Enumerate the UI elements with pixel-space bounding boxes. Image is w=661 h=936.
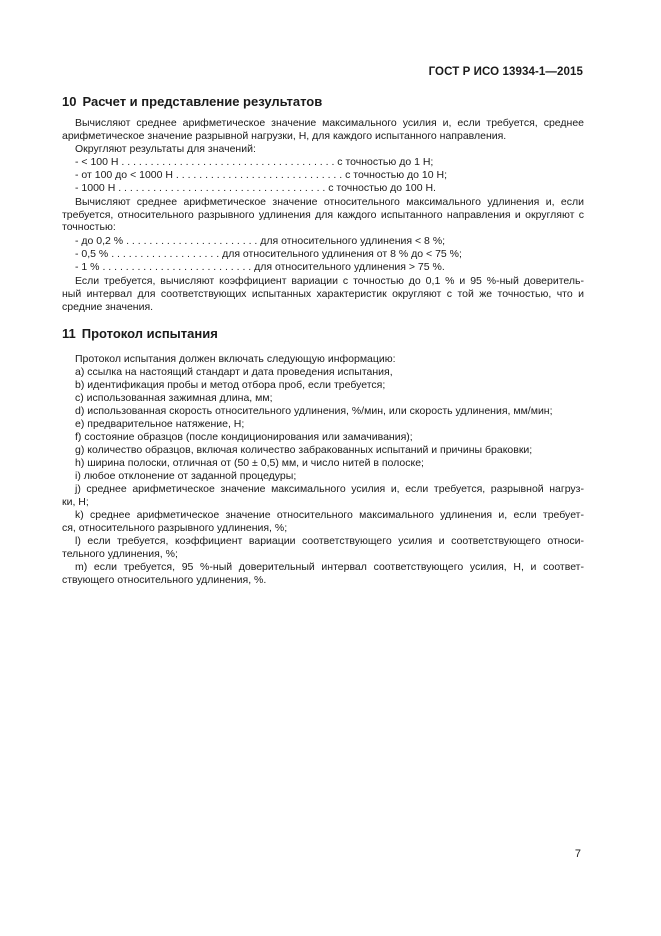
list-item: b) идентификация пробы и метод отбора проб, если требуется; <box>75 379 386 391</box>
list-item: a) ссылка на настоящий стандарт и дата проведения испытания, <box>75 366 393 378</box>
list-item-continuation: ствующего относительного удлинения, %. <box>62 574 267 586</box>
item-label: - 0,5 % <box>75 248 109 260</box>
list-item: f) состояние образцов (после кондиционирования или замачивания); <box>75 431 413 443</box>
item-value: с точностью до 1 Н; <box>337 156 434 168</box>
page-number: 7 <box>574 848 581 860</box>
item-value: для относительного удлинения > 75 %. <box>254 261 445 273</box>
section-number: 11 <box>62 326 76 341</box>
dot-leader: . . . . . . . . . . . . . . . . . . . <box>111 248 220 260</box>
list-item: m) если требуется, 95 %-ный доверительный интервал соответствующего усилия, Н, и соответ- <box>75 561 584 573</box>
list-item: k) среднее арифметическое значение относительного максимального удлинения и, если требует- <box>75 509 584 521</box>
list-item: c) использованная зажимная длина, мм; <box>75 392 273 404</box>
list-item: e) предварительное натяжение, Н; <box>75 418 245 430</box>
dot-leader: . . . . . . . . . . . . . . . . . . . . . . . . . . . . . <box>175 169 343 181</box>
paragraph-line: точностью: <box>62 221 116 233</box>
document-header: ГОСТ Р ИСО 13934-1—2015 <box>428 66 583 78</box>
list-item <box>75 156 433 169</box>
section-11-heading <box>62 326 218 341</box>
list-item: j) среднее арифметическое значение максимального усилия и, если требуется, разрывной нагруз- <box>75 483 584 495</box>
list-item-continuation: тельного удлинения, %; <box>62 548 178 560</box>
item-label: - 1000 Н <box>75 182 116 194</box>
section-title: Расчет и представление результатов <box>82 94 323 109</box>
dot-leader: . . . . . . . . . . . . . . . . . . . . . . . <box>126 235 258 247</box>
list-item: g) количество образцов, включая количество забракованных испытаний и причины браковки; <box>75 444 533 456</box>
list-item-continuation: ся, относительного разрывного удлинения, %; <box>62 522 288 534</box>
item-value: с точностью до 10 Н; <box>345 169 448 181</box>
dot-leader: . . . . . . . . . . . . . . . . . . . . . . . . . . . . . . . . . . . . <box>118 182 326 194</box>
item-value: для относительного удлинения от 8 % до < 75 %; <box>222 248 462 260</box>
dot-leader: . . . . . . . . . . . . . . . . . . . . . . . . . . . . . . . . . . . . . <box>121 156 335 168</box>
paragraph-line: Вычисляют среднее арифметическое значение максимального усилия и, если требуется, среднее <box>75 117 584 129</box>
item-label: - < 100 Н <box>75 156 119 168</box>
paragraph-line: Протокол испытания должен включать следующую информацию: <box>75 353 396 365</box>
paragraph-line: Если требуется, вычисляют коэффициент вариации с точностью до 0,1 % и 95 %-ный доверитель- <box>75 275 584 287</box>
item-value: с точностью до 100 Н. <box>328 182 436 194</box>
paragraph-line: Вычисляют среднее арифметическое значение относительного максимального удлинения и, если <box>75 196 584 208</box>
paragraph-line: ный интервал для соответствующих испытанных характеристик округляют с той же точностью, что и <box>62 288 584 300</box>
list-item: l) если требуется, коэффициент вариации соответствующего усилия и соответствующего относи- <box>75 535 584 547</box>
list-item <box>75 182 436 195</box>
dot-leader: . . . . . . . . . . . . . . . . . . . . . . . . . . <box>102 261 252 273</box>
list-item <box>75 169 447 182</box>
item-label: - от 100 до < 1000 Н <box>75 169 173 181</box>
list-item-continuation: ки, Н; <box>62 496 89 508</box>
list-item <box>75 261 445 274</box>
paragraph-line: требуется, относительного разрывного удлинения для каждого испытанного направления и округляют с <box>62 209 584 221</box>
paragraph-line: Округляют результаты для значений: <box>75 143 256 155</box>
item-label: - 1 % <box>75 261 100 273</box>
section-10-heading <box>62 94 322 109</box>
item-value: для относительного удлинения < 8 %; <box>260 235 446 247</box>
item-label: - до 0,2 % <box>75 235 124 247</box>
list-item: i) любое отклонение от заданной процедуры; <box>75 470 297 482</box>
section-number: 10 <box>62 94 77 109</box>
paragraph-line: арифметическое значение разрывной нагрузки, Н, для каждого испытанного направления. <box>62 130 507 142</box>
list-item: h) ширина полоски, отличная от (50 ± 0,5) мм, и число нитей в полоске; <box>75 457 424 469</box>
section-title: Протокол испытания <box>81 326 218 341</box>
list-item <box>75 235 445 248</box>
list-item: d) использованная скорость относительного удлинения, %/мин, или скорость удлинения, мм/мин; <box>75 405 553 417</box>
paragraph-line: средние значения. <box>62 301 154 313</box>
list-item <box>75 248 462 261</box>
